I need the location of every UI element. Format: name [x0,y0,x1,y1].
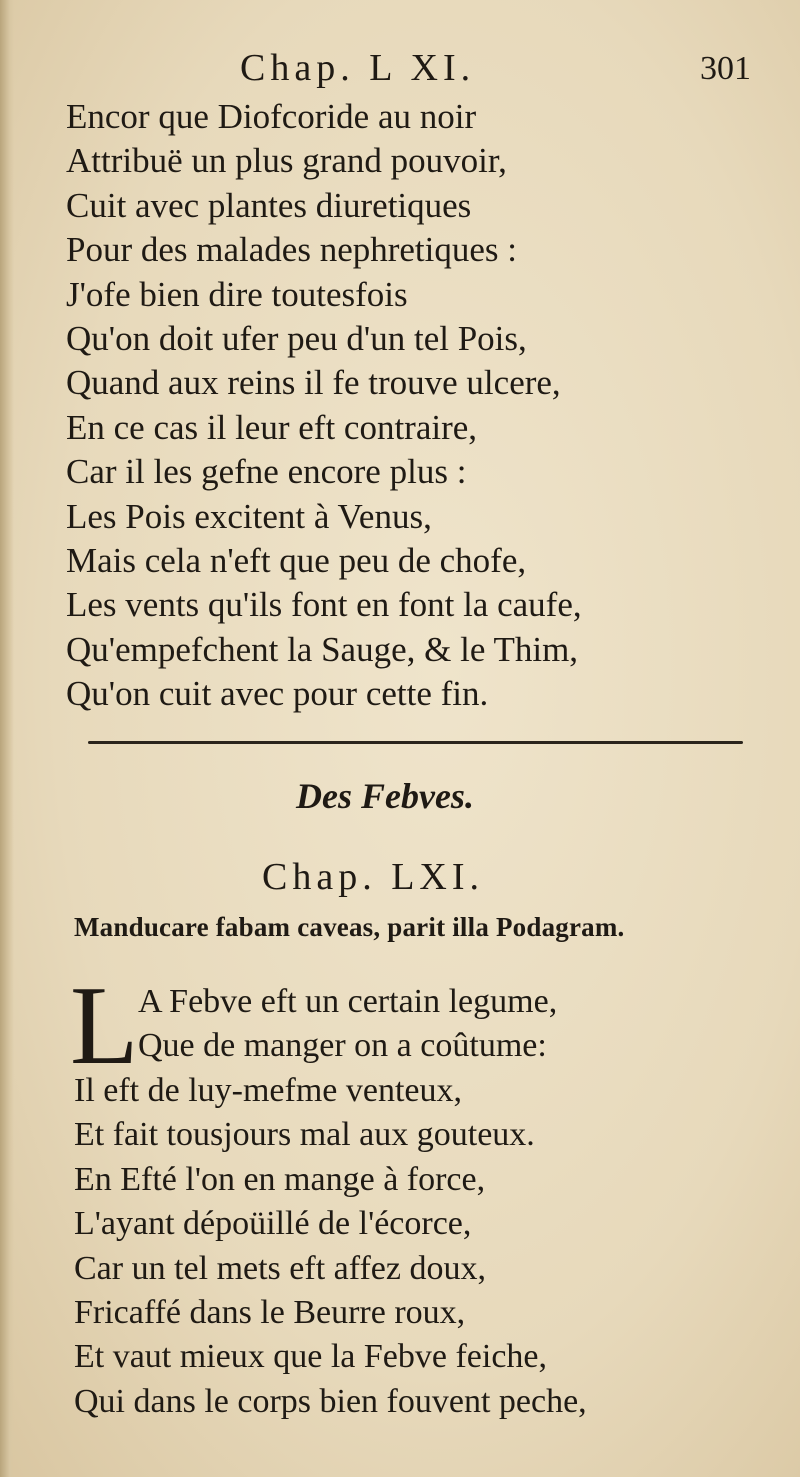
verse-line: Encor que Diofcoride au noir [66,97,477,136]
verse-line: Qu'empefchent la Sauge, & le Thim, [66,629,579,669]
verse-line: Mais cela n'eft que peu de chofe, [66,540,527,580]
verse-line: En Efté l'on en mange à force, [74,1160,486,1198]
verse-line: Fricaffé dans le Beurre roux, [74,1293,466,1331]
verse-line: Qu'on doit ufer peu d'un tel Pois, [66,318,527,358]
running-head [0,46,800,96]
verse-block-bottom [74,1069,587,1424]
verse-line: Quand aux reins il fe trouve ulcere, [66,363,561,403]
page-edge [0,0,14,1477]
verse-line: Les vents qu'ils font en font la caufe, [66,585,582,625]
verse-line: Que de manger on a coûtume: [138,1027,547,1065]
epigraph: Manducare fabam caveas, parit illa Podagram. [74,912,625,942]
verse-line: Car il les gefne encore plus : [66,452,467,492]
verse-line: L'ayant dépoüillé de l'écorce, [74,1205,472,1243]
verse-line: Et fait tousjours mal aux gouteux. [74,1116,535,1154]
running-title: Chap. L XI. [240,47,476,89]
verse-line: A Febve eft un certain legume, [138,983,558,1020]
verse-line: Attribuë un plus grand pouvoir, [66,141,507,181]
verse-line: Et vaut mieux que la Febve feiche, [74,1338,547,1376]
page-number: 301 [700,50,751,87]
verse-line: Pour des malades nephretiques : [66,230,518,270]
section-title: Des Febves. [296,776,474,816]
verse-line: Qui dans le corps bien fouvent peche, [74,1382,587,1420]
verse-block-top [66,95,582,716]
verse-line: Les Pois excitent à Venus, [66,496,432,536]
verse-line: J'ofe bien dire toutesfois [66,274,408,314]
verse-line: En ce cas il leur eft contraire, [66,407,478,447]
verse-line: Cuit avec plantes diuretiques [66,185,472,225]
verse-line: Car un tel mets eft affez doux, [74,1249,486,1287]
verse-line: Qu'on cuit avec pour cette fin. [66,674,489,714]
chapter-title: Chap. LXI. [262,856,485,898]
drop-cap: L [70,964,139,1088]
section-divider [88,741,743,744]
verse-line: Il eft de luy-mefme venteux, [74,1072,463,1109]
verse-block-opening [138,980,557,1069]
